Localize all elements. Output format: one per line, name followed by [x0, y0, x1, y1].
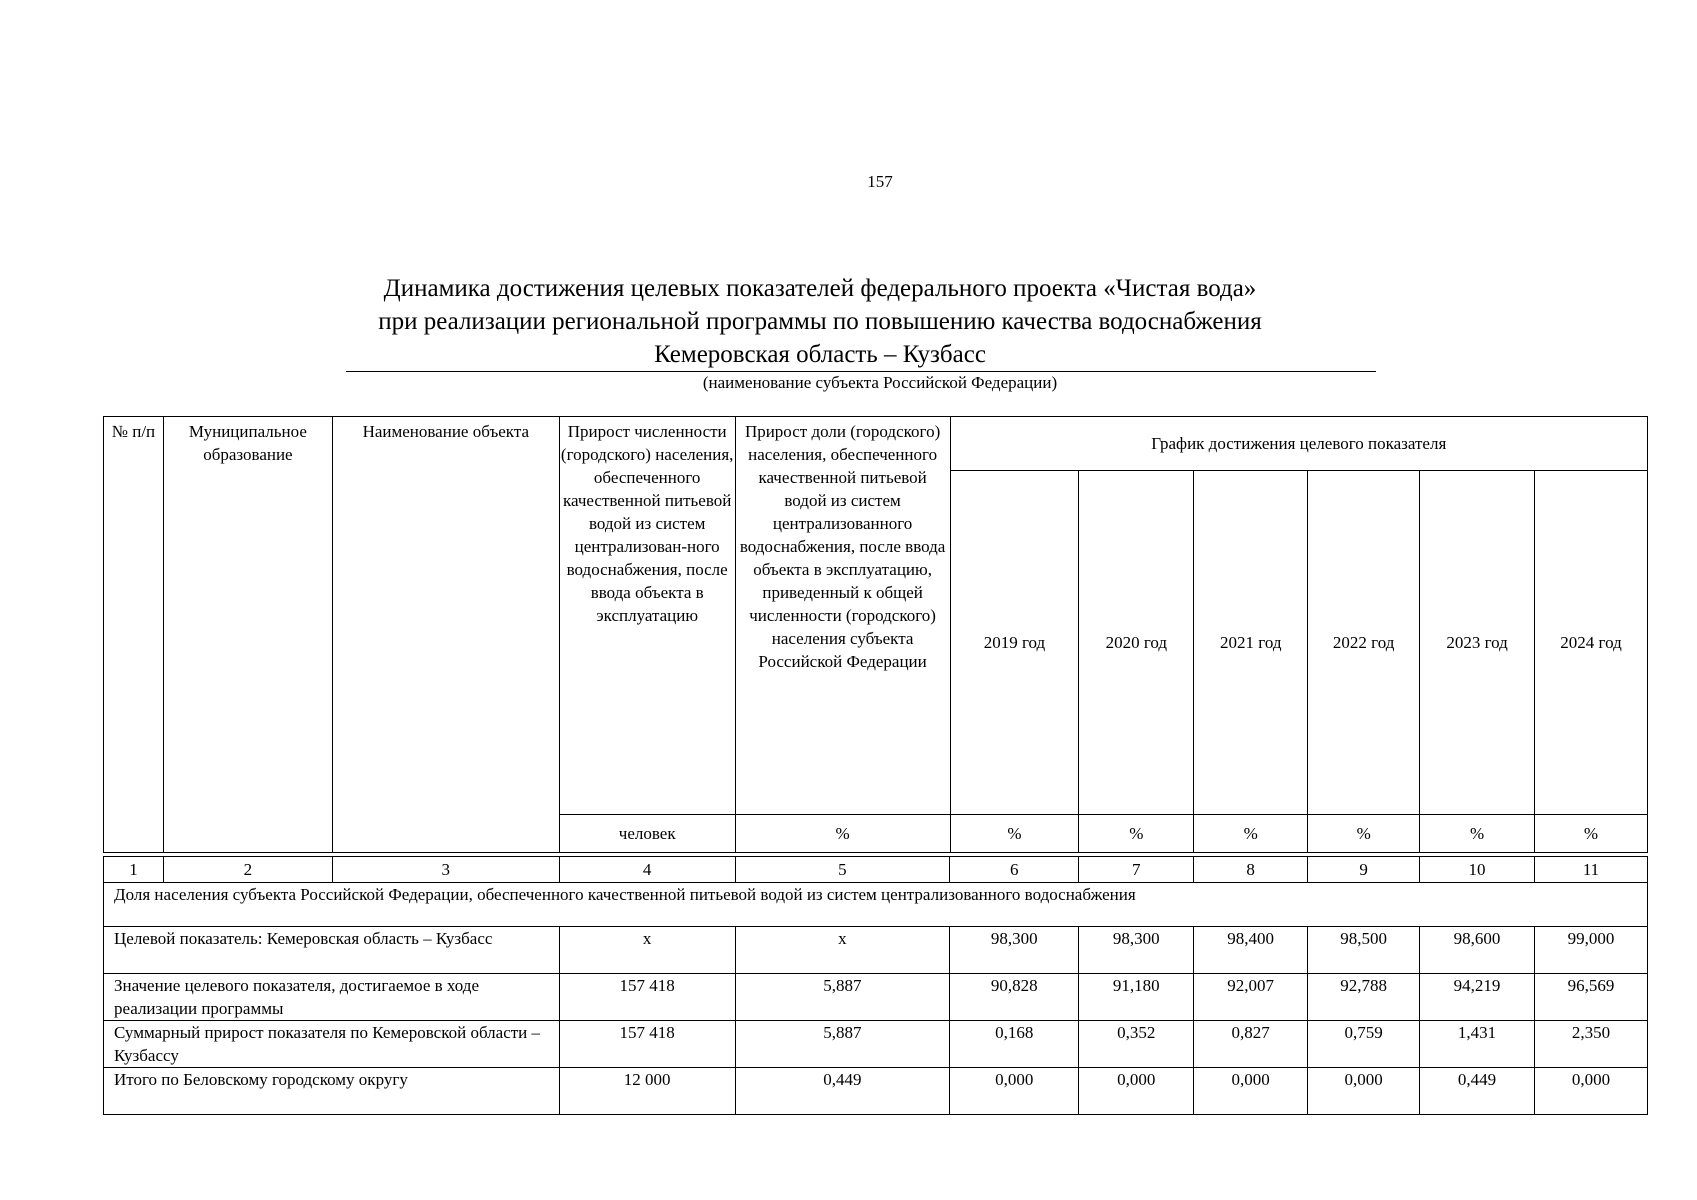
- cell-year-value: 0,827: [1194, 1021, 1308, 1068]
- column-number: 9: [1308, 857, 1420, 883]
- column-number: 10: [1420, 857, 1535, 883]
- section-row: [104, 883, 1648, 927]
- row-label: Значение целевого показателя, достигаемое в ходе реализации программы: [104, 974, 560, 1021]
- unit-percent: %: [735, 815, 950, 853]
- table-row: [104, 1068, 1648, 1115]
- header-num: № п/п: [104, 417, 164, 853]
- cell-year-value: 98,600: [1420, 927, 1535, 974]
- unit-percent: %: [1194, 815, 1308, 853]
- row-label: Суммарный прирост показателя по Кемеровской области – Кузбассу: [104, 1021, 560, 1068]
- row-label: Целевой показатель: Кемеровская область – Кузбасс: [104, 927, 560, 974]
- title-line-2: при реализации региональной программы по повышению качества водоснабжения: [378, 308, 1262, 335]
- cell-year-value: 98,500: [1308, 927, 1420, 974]
- column-number: 2: [163, 857, 332, 883]
- header-year: 2020 год: [1079, 471, 1194, 815]
- column-number: 3: [332, 857, 559, 883]
- page-number: 157: [867, 172, 893, 191]
- header-object-name: Наименование объекта: [332, 417, 559, 853]
- column-number: 1: [104, 857, 164, 883]
- unit-percent: %: [1535, 815, 1648, 853]
- table-row: [104, 927, 1648, 974]
- cell-year-value: 0,759: [1308, 1021, 1420, 1068]
- cell-population: 157 418: [559, 1021, 735, 1068]
- cell-share: 0,449: [735, 1068, 950, 1115]
- header-municipality: Муниципальное образование: [163, 417, 332, 853]
- header-year: 2021 год: [1194, 471, 1308, 815]
- cell-share: х: [735, 927, 950, 974]
- table-row: [104, 974, 1648, 1021]
- cell-year-value: 91,180: [1079, 974, 1194, 1021]
- header-year: 2023 год: [1420, 471, 1535, 815]
- header-year: 2024 год: [1535, 471, 1648, 815]
- cell-year-value: 0,168: [950, 1021, 1079, 1068]
- unit-percent: %: [1420, 815, 1535, 853]
- unit-percent: %: [1308, 815, 1420, 853]
- cell-year-value: 0,000: [1079, 1068, 1194, 1115]
- cell-year-value: 98,400: [1194, 927, 1308, 974]
- header-population-growth: Прирост численности (городского) населения, обеспеченного качественной питьевой водой из систем централизован-ного водоснабжения, после ввода объекта в эксплуатацию: [559, 417, 735, 815]
- header-share-growth: Прирост доли (городского) населения, обеспеченного качественной питьевой водой из систем централизованного водоснабжения, после ввода объекта в эксплуатацию, приведенный к общей численности (городского) населения субъекта Российской Федерации: [735, 417, 950, 815]
- subject-caption: (наименование субъекта Российской Федерации): [702, 373, 1058, 392]
- row-label: Итого по Беловскому городскому округу: [104, 1068, 560, 1115]
- cell-year-value: 0,000: [1535, 1068, 1648, 1115]
- cell-year-value: 99,000: [1535, 927, 1648, 974]
- document-title: [340, 272, 1300, 371]
- cell-year-value: 92,007: [1194, 974, 1308, 1021]
- title-underline: [346, 371, 1376, 372]
- unit-percent: %: [950, 815, 1079, 853]
- unit-percent: %: [1079, 815, 1194, 853]
- cell-population: х: [559, 927, 735, 974]
- column-number: 6: [950, 857, 1079, 883]
- cell-year-value: 0,000: [1308, 1068, 1420, 1115]
- column-number-row: [104, 857, 1648, 883]
- cell-share: 5,887: [735, 1021, 950, 1068]
- unit-people: человек: [559, 815, 735, 853]
- cell-year-value: 0,352: [1079, 1021, 1194, 1068]
- cell-year-value: 98,300: [1079, 927, 1194, 974]
- column-number: 4: [559, 857, 735, 883]
- cell-year-value: 92,788: [1308, 974, 1420, 1021]
- cell-year-value: 0,449: [1420, 1068, 1535, 1115]
- cell-year-value: 96,569: [1535, 974, 1648, 1021]
- column-number: 5: [735, 857, 950, 883]
- header-year: 2019 год: [950, 471, 1079, 815]
- cell-year-value: 2,350: [1535, 1021, 1648, 1068]
- cell-year-value: 1,431: [1420, 1021, 1535, 1068]
- header-schedule: График достижения целевого показателя: [950, 417, 1647, 471]
- data-table: [103, 856, 1648, 1115]
- cell-share: 5,887: [735, 974, 950, 1021]
- title-line-1: Динамика достижения целевых показателей федерального проекта «Чистая вода»: [383, 275, 1257, 302]
- section-title: Доля населения субъекта Российской Федерации, обеспеченного качественной питьевой водой из систем централизованного водоснабжения: [104, 883, 1648, 927]
- column-number: 7: [1079, 857, 1194, 883]
- column-number: 11: [1535, 857, 1648, 883]
- cell-population: 12 000: [559, 1068, 735, 1115]
- header-table: [103, 416, 1648, 853]
- table-row: [104, 1021, 1648, 1068]
- column-number: 8: [1194, 857, 1308, 883]
- cell-year-value: 94,219: [1420, 974, 1535, 1021]
- cell-population: 157 418: [559, 974, 735, 1021]
- cell-year-value: 0,000: [1194, 1068, 1308, 1115]
- cell-year-value: 0,000: [950, 1068, 1079, 1115]
- title-line-3: Кемеровская область – Кузбасс: [654, 341, 986, 368]
- cell-year-value: 98,300: [950, 927, 1079, 974]
- header-year: 2022 год: [1308, 471, 1420, 815]
- cell-year-value: 90,828: [950, 974, 1079, 1021]
